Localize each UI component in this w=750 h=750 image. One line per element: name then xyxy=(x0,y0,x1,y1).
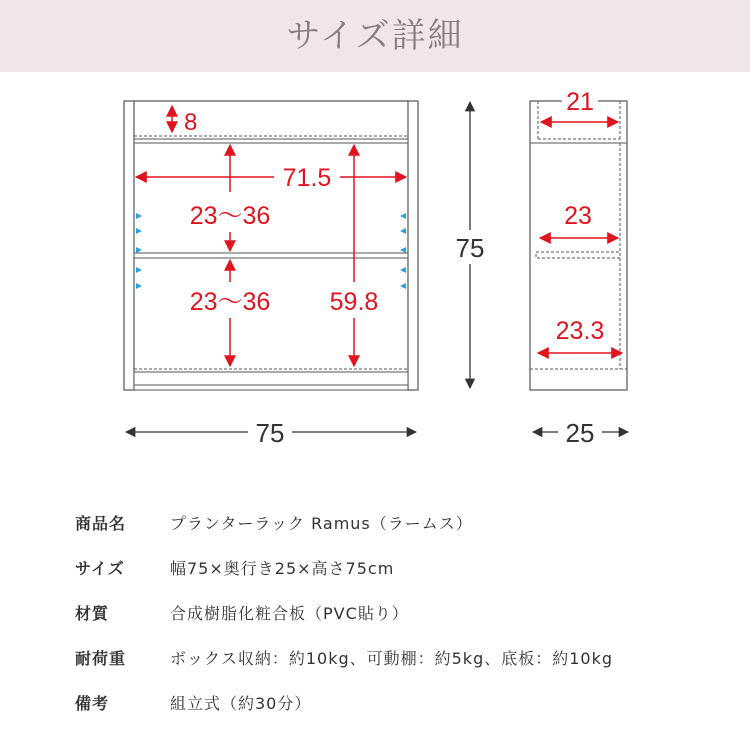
spec-label: サイズ xyxy=(75,559,125,578)
spec-value: ボックス収納：約10kg、可動棚：約5kg、底板：約10kg xyxy=(170,649,614,668)
pin-marker-right xyxy=(400,247,406,253)
side-outline xyxy=(530,101,627,390)
page-title: サイズ詳細 xyxy=(286,16,464,56)
spec-value: 合成樹脂化粧合板（PVC貼り） xyxy=(170,604,409,623)
pin-marker-left xyxy=(136,228,142,234)
side-total-depth-label: 25 xyxy=(565,418,595,448)
spec-value: プランターラック Ramus（ラームス） xyxy=(170,514,473,533)
spec-value: 組立式（約30分） xyxy=(170,694,312,713)
spec-row-size xyxy=(75,545,715,590)
pin-marker-left xyxy=(136,213,142,219)
front-right-panel xyxy=(408,101,418,390)
spec-label: 耐荷重 xyxy=(75,649,127,668)
front-shelf-2 xyxy=(134,253,408,258)
pin-marker-right xyxy=(400,213,406,219)
front-base xyxy=(134,372,408,390)
pin-marker-right xyxy=(400,267,406,273)
front-left-panel xyxy=(124,101,134,390)
spec-row-product-name xyxy=(75,500,715,545)
spec-row-load-capacity xyxy=(75,635,715,680)
side-top-depth-label: 21 xyxy=(566,88,594,116)
spec-table xyxy=(75,500,715,725)
total-height-label: 75 xyxy=(455,233,485,263)
upper-height-label: 23〜36 xyxy=(189,202,271,230)
dimension-diagram xyxy=(0,72,750,472)
spec-label: 備考 xyxy=(75,694,110,713)
pin-marker-left xyxy=(136,283,142,289)
lower-height-label: 23〜36 xyxy=(189,288,271,316)
top-gap-label: 8 xyxy=(184,109,198,136)
shelf-pin-markers xyxy=(136,213,406,289)
pin-marker-left xyxy=(136,267,142,273)
inner-height-label: 59.8 xyxy=(329,288,379,316)
pin-marker-right xyxy=(400,228,406,234)
total-width-label: 75 xyxy=(255,418,285,448)
front-view xyxy=(124,101,490,448)
front-shelf-1 xyxy=(134,139,408,143)
spec-value: 幅75×奥行き25×高さ75cm xyxy=(170,559,395,578)
side-mid-depth-label: 23 xyxy=(564,202,592,230)
pin-marker-right xyxy=(400,283,406,289)
spec-label: 商品名 xyxy=(75,514,127,533)
spec-label: 材質 xyxy=(75,604,110,623)
side-bottom-depth-label: 23.3 xyxy=(555,317,605,345)
spec-row-material xyxy=(75,590,715,635)
spec-row-notes xyxy=(75,680,715,725)
side-view xyxy=(530,86,628,448)
inner-width-label: 71.5 xyxy=(282,164,332,192)
pin-marker-left xyxy=(136,247,142,253)
